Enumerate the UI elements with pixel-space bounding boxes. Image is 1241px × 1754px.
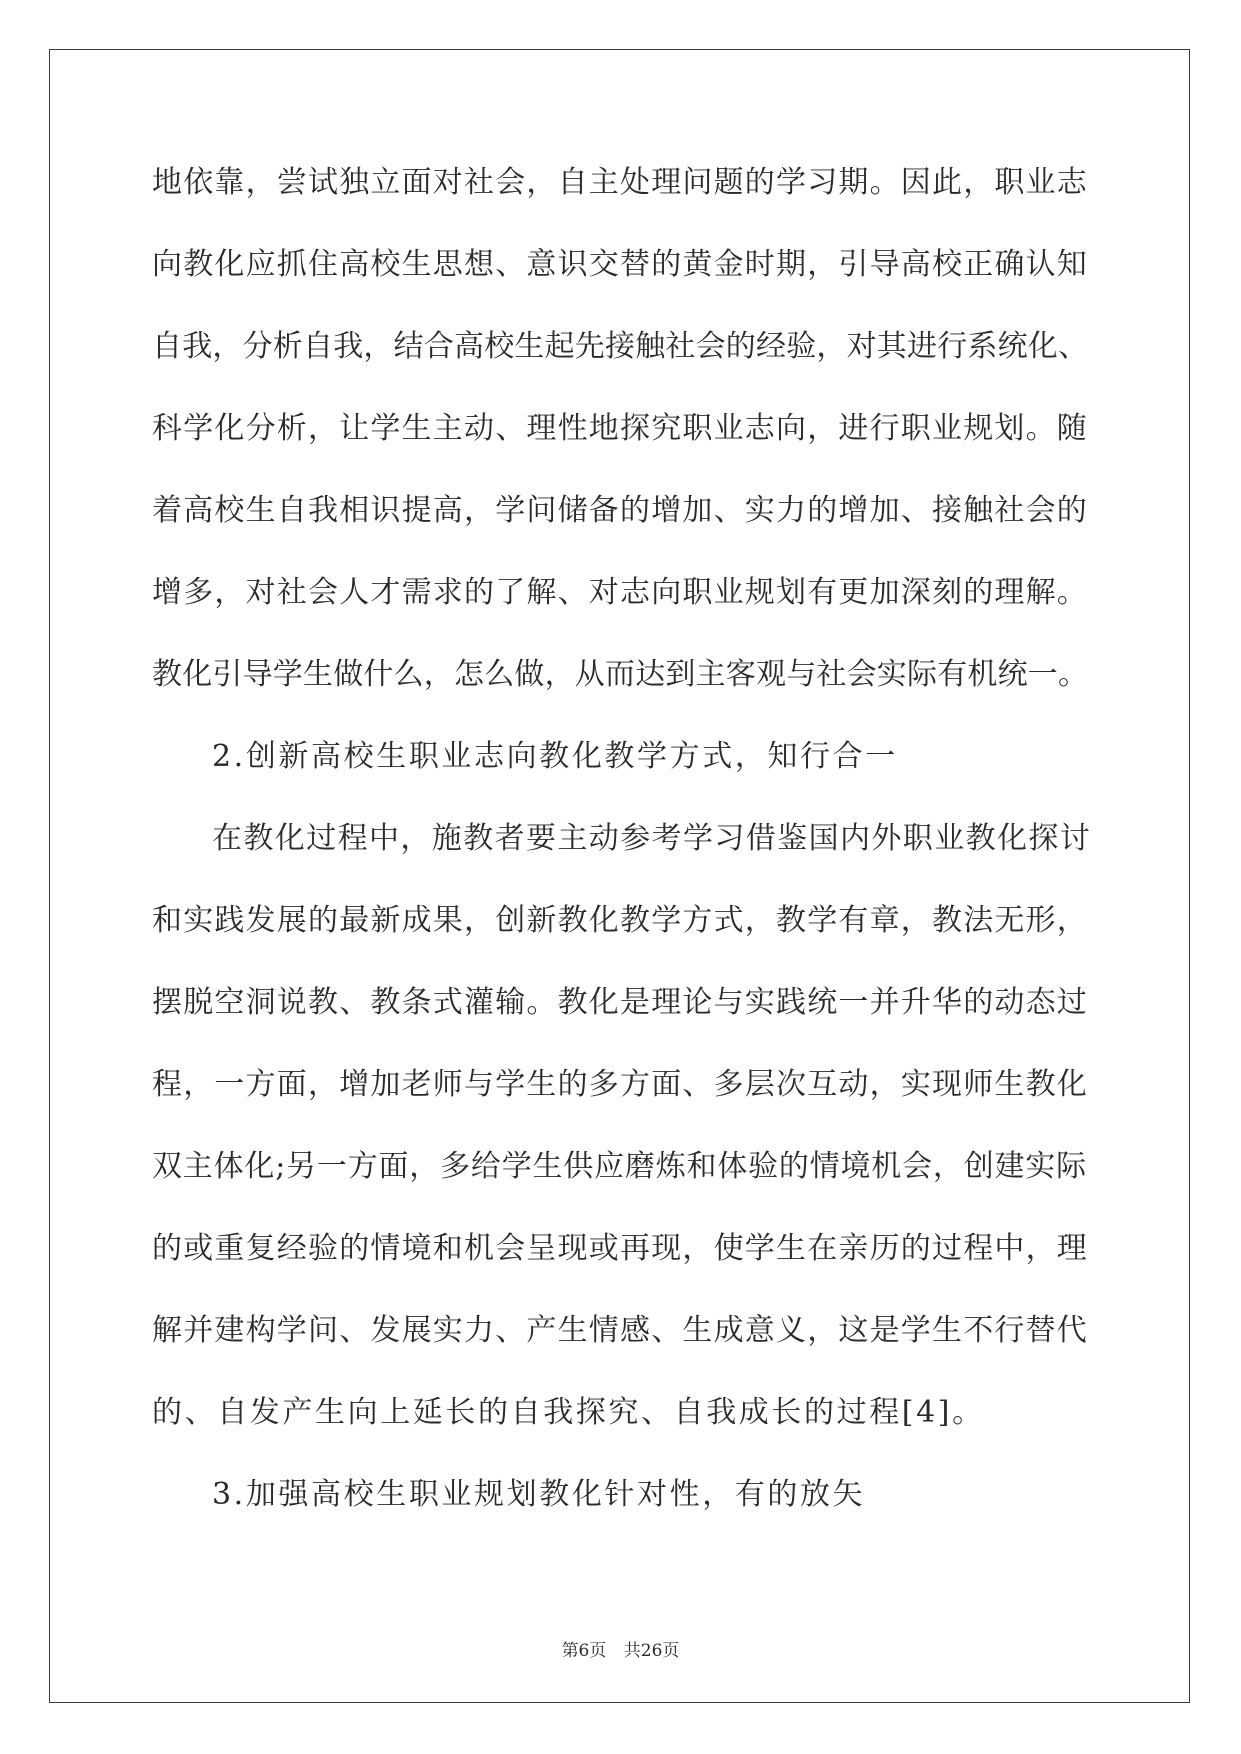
- paragraph-line: 自我，分析自我，结合高校生起先接触社会的经验，对其进行系统化、: [152, 329, 1089, 364]
- page-number-current: 第6页: [561, 1641, 607, 1661]
- paragraph-line: 着高校生自我相识提高，学问储备的增加、实力的增加、接触社会的: [152, 493, 1088, 528]
- paragraph-line: 和实践发展的最新成果，创新教化教学方式，教学有章，教法无形，: [152, 903, 1088, 938]
- paragraph-line: 的或重复经验的情境和机会呈现或再现，使学生在亲历的过程中，理: [152, 1231, 1088, 1266]
- paragraph-line: 解并建构学问、发展实力、产生情感、生成意义，这是学生不行替代: [152, 1313, 1088, 1348]
- paragraph-line: 双主体化;另一方面，多给学生供应磨炼和体验的情境机会，创建实际: [152, 1149, 1087, 1184]
- page-footer: [0, 1636, 1241, 1661]
- page-border: [49, 49, 1190, 1703]
- paragraph-line: 科学化分析，让学生主动、理性地探究职业志向，进行职业规划。随: [152, 411, 1088, 446]
- section-heading: 3.加强高校生职业规划教化针对性，有的放矢: [212, 1477, 866, 1512]
- paragraph-line: 摆脱空洞说教、教条式灌输。教化是理论与实践统一并升华的动态过: [152, 985, 1088, 1020]
- paragraph-line: 教化引导学生做什么，怎么做，从而达到主客观与社会实际有机统一。: [152, 657, 1089, 692]
- paragraph-line: 增多，对社会人才需求的了解、对志向职业规划有更加深刻的理解。: [152, 575, 1088, 610]
- paragraph-line: 向教化应抓住高校生思想、意识交替的黄金时期，引导高校正确认知: [152, 247, 1088, 282]
- paragraph-line: 的、自发产生向上延长的自我探究、自我成长的过程[4]。: [152, 1395, 985, 1430]
- paragraph-line: 在教化过程中，施教者要主动参考学习借鉴国内外职业教化探讨: [212, 821, 1092, 856]
- paragraph-line: 地依靠，尝试独立面对社会，自主处理问题的学习期。因此，职业志: [152, 165, 1088, 200]
- section-heading: 2.创新高校生职业志向教化教学方式，知行合一: [212, 739, 898, 774]
- page-number-total: 共26页: [623, 1641, 680, 1661]
- paragraph-line: 程，一方面，增加老师与学生的多方面、多层次互动，实现师生教化: [152, 1067, 1088, 1102]
